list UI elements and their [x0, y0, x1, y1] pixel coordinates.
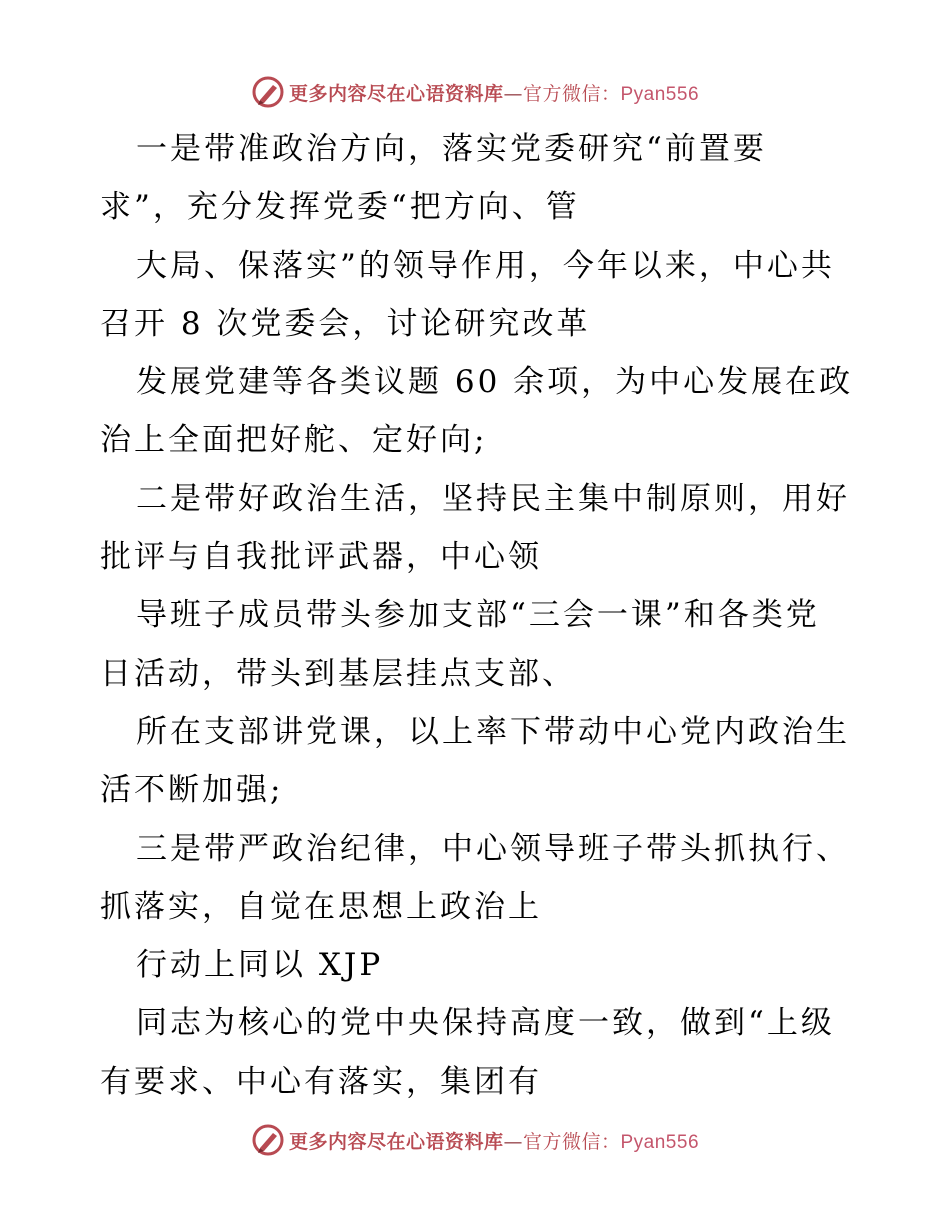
text-line: 治上全面把好舵、定好向;: [100, 422, 488, 459]
text-line: 所在支部讲党课，以上率下带动中心党内政治生: [136, 713, 850, 750]
watermark-brand: 更多内容尽在心语资料库: [288, 1130, 504, 1153]
watermark-account: Pyan556: [620, 1131, 700, 1153]
text-line: 三是带严政治纪律，中心领导班子带头抓执行、: [136, 830, 850, 867]
watermark-label: 官方微信：: [522, 1130, 621, 1153]
text-line: 召开 8 次党委会，讨论研究改革: [100, 305, 591, 342]
text-line: 同志为核心的党中央保持高度一致，做到“上级: [136, 1005, 835, 1042]
text-line: 求”，充分发挥党委“把方向、管: [100, 189, 580, 226]
header-watermark: [0, 72, 950, 112]
pen-logo-icon: [251, 75, 285, 109]
pen-logo-icon: [251, 1123, 285, 1157]
text-line: 批评与自我批评武器，中心领: [100, 539, 542, 576]
text-line: 导班子成员带头参加支部“三会一课”和各类党: [136, 597, 820, 634]
watermark-text: [289, 1127, 699, 1154]
text-line: 行动上同以 XJP: [136, 947, 384, 984]
watermark-brand: 更多内容尽在心语资料库: [288, 82, 504, 105]
text-line: 抓落实，自觉在思想上政治上: [100, 888, 542, 925]
text-line: 大局、保落实”的领导作用，今年以来，中心共: [136, 247, 835, 284]
text-line: 活不断加强;: [100, 772, 284, 809]
text-line: 二是带好政治生活，坚持民主集中制原则，用好: [136, 480, 850, 517]
watermark-account: Pyan556: [620, 83, 700, 105]
watermark-separator: —: [503, 1130, 523, 1153]
text-line: 一是带准政治方向，落实党委研究“前置要: [136, 131, 767, 167]
watermark-separator: —: [503, 82, 523, 105]
text-line: 日活动，带头到基层挂点支部、: [100, 655, 576, 692]
document-body: [100, 120, 860, 1111]
watermark-label: 官方微信：: [522, 82, 621, 105]
text-line: 有要求、中心有落实，集团有: [100, 1063, 542, 1100]
footer-watermark: [0, 1120, 950, 1160]
watermark-text: [289, 79, 699, 106]
text-line: 发展党建等各类议题 60 余项，为中心发展在政: [136, 364, 854, 401]
